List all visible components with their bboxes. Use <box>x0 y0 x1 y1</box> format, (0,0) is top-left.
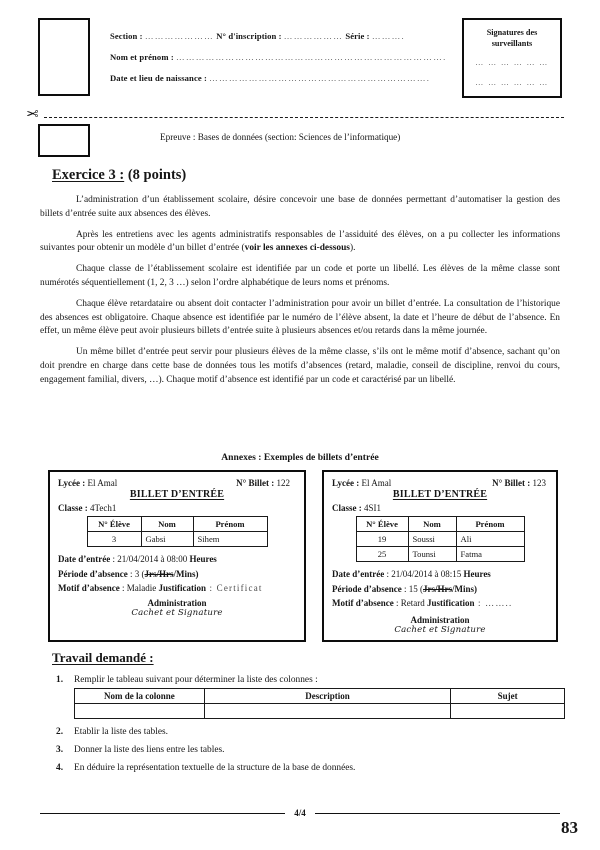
ticket-billet-no <box>492 478 546 488</box>
task-number: 1. <box>56 675 64 685</box>
ticket-billet-no <box>236 478 290 488</box>
task-text: Remplir le tableau suivant pour déterminer la liste des colonnes : <box>74 675 318 685</box>
ticket-cachet-signature: Cachet et Signature <box>394 624 486 635</box>
signatures-title-line2: surveillants <box>491 39 533 48</box>
lycee-label: Lycée : <box>58 478 86 488</box>
table-cell: Soussi <box>408 532 456 547</box>
nom-prenom-dots: ………………………………………………………………………. <box>175 52 447 62</box>
ticket-motif-line <box>332 596 548 611</box>
billet-value: 123 <box>530 478 546 488</box>
ticket-motif-line <box>58 581 296 596</box>
motif-value: : Retard <box>393 598 427 608</box>
date-label: Date d’entrée <box>332 569 385 579</box>
exercise-title-main: Exercice 3 : <box>52 167 125 183</box>
justification-label: Justification <box>427 598 475 608</box>
ticket-heading: BILLET D’ENTRÉE <box>392 489 488 500</box>
paragraph-text: L’administration d’un établissement scolaire, désire concevoir une base de données permettant d’automatiser la gestion des billets d’entrée suite aux absences des élèves. <box>40 195 560 219</box>
periode-struck-units: Jrs/Hrs <box>423 583 452 594</box>
serie-label: Série : <box>345 31 370 41</box>
header-left-blank-box <box>38 18 90 96</box>
field-row-name <box>110 47 450 68</box>
section-dots: ………………… <box>144 31 215 41</box>
ticket-date-line <box>332 567 548 582</box>
section-label: Section : <box>110 31 143 41</box>
paragraph-text: Chaque élève retardataire ou absent doit contacter l’administration pour avoir un billet d’entrée. La consultation de l’historique des absences est obligatoire. Chaque absence est identifiée par le numéro de l’élève absent, la date et l’heure de début de l’absence. En effet, un même élève peut avoir plusieurs billets d’entrée suite à plusieurs absences et/ou retards dans la même journée. <box>40 299 560 337</box>
page-indicator: 4/4 <box>294 808 306 818</box>
date-value: : 21/04/2014 à 08:00 <box>110 554 190 564</box>
column-header: Description <box>204 689 450 704</box>
billet-label: N° Billet : <box>492 478 531 488</box>
column-header: Nom <box>408 517 456 532</box>
signature-dots-1: … … … … … … <box>475 58 549 67</box>
table-cell: Tounsi <box>408 547 456 562</box>
footer-rule-right <box>315 813 560 814</box>
emphasis-text: voir les annexes ci-dessous <box>244 243 350 254</box>
inscription-label: N° d'inscription : <box>216 31 282 41</box>
exercise-paragraph <box>40 298 560 339</box>
candidate-fields <box>110 26 450 89</box>
periode-unit-rest: /Mins) <box>452 583 478 594</box>
exercise-paragraph <box>40 263 560 290</box>
task-text: En déduire la représentation textuelle de la structure de la base de données. <box>74 763 356 773</box>
naissance-dots: …………………………………………………………. <box>209 73 431 83</box>
cut-line <box>26 107 566 124</box>
task-item <box>56 745 556 755</box>
scissors-icon: ✂ <box>26 107 39 123</box>
paragraph-text: Chaque classe de l’établissement scolaire est identifiée par un code et porte un libellé. Les élèves de la même classe sont numérotés séquentiellement (1, 2, 3 …) selon l’ordre alphabétique de leurs noms et prénoms. <box>40 264 560 288</box>
task-item <box>56 727 556 737</box>
column-header: Nom <box>141 517 193 532</box>
signature-dots-2: … … … … … … <box>475 78 549 87</box>
answer-cell[interactable] <box>451 704 565 719</box>
signatures-box <box>462 18 562 98</box>
entry-ticket <box>48 470 306 642</box>
inscription-dots: ……………… <box>283 31 344 41</box>
table-row <box>356 532 524 547</box>
epreuve-row <box>38 124 562 158</box>
annexes-tickets <box>48 470 558 642</box>
epreuve-label: Epreuve : Bases de données (section: Sciences de l’informatique) <box>160 132 401 142</box>
date-label: Date d’entrée <box>58 554 111 564</box>
signatures-title-line1: Signatures des <box>486 28 538 37</box>
nom-prenom-label: Nom et prénom : <box>110 52 174 62</box>
date-unit: Heures <box>463 569 491 579</box>
task-text: Etablir la liste des tables. <box>74 727 168 737</box>
column-header: Prénom <box>193 517 267 532</box>
annexes-title: Annexes : Exemples de billets d’entrée <box>221 452 379 463</box>
paragraph-text: Un même billet d’entrée peut servir pour plusieurs élèves de la même classe, s’ils ont le même motif d’absence, sachant qu’on doit prendre en charge dans cette base de données tous les motifs d’absences (retard, maladie, conseil de discipline, renvoi du cours, engagement familial, divers, …). Chaque motif d’absence est identifié par un code et caractérisé par un libellé. <box>40 347 560 385</box>
paragraph-text: ). <box>349 243 356 254</box>
table-cell: 3 <box>87 532 141 547</box>
column-header: Prénom <box>456 517 524 532</box>
lycee-value: El Amal <box>359 478 392 488</box>
lycee-value: El Amal <box>85 478 118 488</box>
table-cell: Fatma <box>456 547 524 562</box>
periode-struck-units: Jrs/Hrs <box>144 568 174 579</box>
task-number: 4. <box>56 763 64 773</box>
justification-value: : …….. <box>474 598 513 608</box>
table-cell: 25 <box>356 547 408 562</box>
page-footer <box>40 808 560 818</box>
epreuve-blank-box <box>38 124 90 157</box>
students-table <box>87 516 268 547</box>
periode-label: Période d’absence <box>332 583 402 594</box>
table-cell: Ali <box>456 532 524 547</box>
ticket-top-row <box>332 478 548 488</box>
ticket-lycee <box>332 478 391 488</box>
columns-answer-table[interactable] <box>74 688 565 719</box>
exercise-title <box>52 167 186 184</box>
ticket-lycee <box>58 478 117 488</box>
table-row <box>87 532 267 547</box>
ticket-periode-line <box>332 582 548 597</box>
answer-cell[interactable] <box>75 704 205 719</box>
periode-value: : 15 ( <box>401 583 423 594</box>
table-header-row <box>356 517 524 532</box>
classe-value: 4SI1 <box>361 503 382 513</box>
exam-header <box>38 18 562 104</box>
classe-value: 4Tech1 <box>87 503 117 513</box>
periode-value: : 3 ( <box>127 568 145 579</box>
ticket-classe <box>58 503 296 513</box>
answer-cell[interactable] <box>204 704 450 719</box>
motif-label: Motif d’absence <box>58 583 120 593</box>
entry-ticket <box>322 470 558 642</box>
table-header-row <box>87 517 267 532</box>
dashed-rule <box>44 117 564 118</box>
naissance-label: Date et lieu de naissance : <box>110 73 207 83</box>
billet-label: N° Billet : <box>236 478 275 488</box>
exercise-paragraph <box>40 346 560 387</box>
task-item <box>56 763 556 773</box>
classe-label: Classe : <box>332 503 362 513</box>
exercise-paragraph <box>40 229 560 256</box>
students-table <box>356 516 525 562</box>
ticket-date-line <box>58 552 296 567</box>
ticket-cachet-signature: Cachet et Signature <box>131 607 223 618</box>
serie-dots: ………. <box>371 31 405 41</box>
exercise-body <box>40 194 560 387</box>
field-row-birth <box>110 68 450 89</box>
ticket-top-row <box>58 478 296 488</box>
table-cell: Gabsi <box>141 532 193 547</box>
motif-value: : Maladie <box>119 583 159 593</box>
table-cell: 19 <box>356 532 408 547</box>
exercise-title-points: (8 points) <box>124 167 187 183</box>
ticket-periode-line <box>58 567 296 582</box>
paragraph-text: Après les entretiens avec les agents administratifs responsables de l’assiduité des élèves, on a pu collecter les informations suivantes pour obtenir un modèle d’un billet d’entrée ( <box>40 229 560 254</box>
ticket-admin-label: Administration <box>147 597 207 608</box>
table-row <box>356 547 524 562</box>
lycee-label: Lycée : <box>332 478 360 488</box>
justification-value: : Certificat <box>206 583 263 593</box>
ticket-classe <box>332 503 548 513</box>
column-header: Nom de la colonne <box>75 689 205 704</box>
task-text: Donner la liste des liens entre les tables. <box>74 745 225 755</box>
table-row[interactable] <box>75 704 565 719</box>
ticket-admin-label: Administration <box>410 614 470 625</box>
table-cell: Sihem <box>193 532 267 547</box>
column-header: N° Élève <box>356 517 408 532</box>
task-number: 2. <box>56 727 64 737</box>
ticket-heading: BILLET D’ENTRÉE <box>129 489 225 500</box>
travail-demande-title: Travail demandé : <box>52 650 154 665</box>
periode-unit-rest: /Mins) <box>173 568 199 579</box>
page-number: 83 <box>561 818 578 837</box>
periode-label: Période d’absence <box>58 568 128 579</box>
justification-label: Justification <box>158 583 207 593</box>
task-number: 3. <box>56 745 64 755</box>
motif-label: Motif d’absence <box>332 598 394 608</box>
field-row-section <box>110 26 450 47</box>
classe-label: Classe : <box>58 503 88 513</box>
task-list <box>56 675 556 776</box>
date-value: : 21/04/2014 à 08:15 <box>384 569 464 579</box>
date-unit: Heures <box>189 554 217 564</box>
column-header: Sujet <box>451 689 565 704</box>
footer-rule-left <box>40 813 285 814</box>
task-item <box>56 675 556 685</box>
column-header: N° Élève <box>87 517 141 532</box>
billet-value: 122 <box>274 478 290 488</box>
exercise-paragraph <box>40 194 560 221</box>
table-header-row <box>75 689 565 704</box>
